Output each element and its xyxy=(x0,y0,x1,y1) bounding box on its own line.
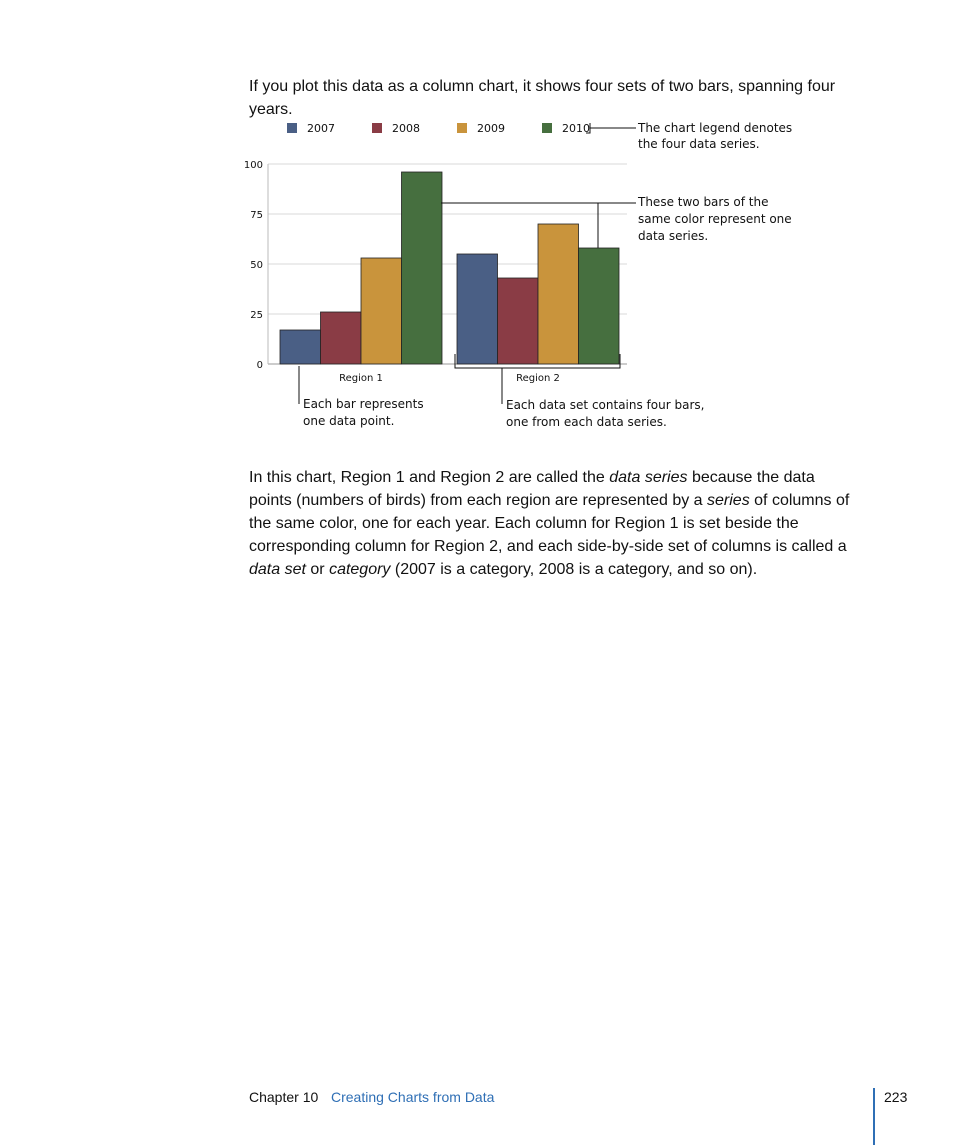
y-tick-label-25: 25 xyxy=(250,310,263,321)
x-category-label-1: Region 1 xyxy=(339,373,383,384)
bar-region-1-2010 xyxy=(402,172,443,364)
y-tick-label-50: 50 xyxy=(250,260,263,271)
legend-note-line-2: the four data series. xyxy=(638,137,760,151)
body-text-4: or xyxy=(305,561,330,578)
y-tick-label-0: 0 xyxy=(256,360,263,371)
intro-paragraph: If you plot this data as a column chart, it shows four sets of two bars, spanning four years. xyxy=(249,78,836,118)
column-chart xyxy=(0,0,954,440)
term-data-series: data series xyxy=(609,469,688,486)
bar-region-2-2009 xyxy=(538,224,579,364)
term-series: series xyxy=(707,492,750,509)
body-text-5: (2007 is a category, 2008 is a category, and so on). xyxy=(390,561,758,578)
footer-chapter: Chapter 10 xyxy=(249,1089,319,1105)
legend-label-2009: 2009 xyxy=(477,122,505,135)
body-text-2: because the data points (numbers of birds) from each region are represented by a xyxy=(249,469,815,509)
legend-label-2010: 2010 xyxy=(562,122,590,135)
y-tick-label-75: 75 xyxy=(250,210,263,221)
bar-region-2-2008 xyxy=(498,278,539,364)
set-note-line-1: Each data set contains four bars, xyxy=(506,398,705,412)
legend-swatch-2007 xyxy=(287,123,297,133)
body-paragraph xyxy=(249,466,859,581)
chart-bars xyxy=(280,172,619,364)
y-tick-label-100: 100 xyxy=(243,160,263,171)
y-tick-labels xyxy=(244,160,263,371)
legend-label-2007: 2007 xyxy=(307,122,335,135)
x-category-labels xyxy=(339,373,560,384)
bar-region-1-2009 xyxy=(361,258,402,364)
point-note-line-1: Each bar represents xyxy=(303,397,424,411)
bar-region-2-2010 xyxy=(579,248,620,364)
legend-swatch-2008 xyxy=(372,123,382,133)
point-note-line-2: one data point. xyxy=(303,414,395,428)
x-category-label-2: Region 2 xyxy=(516,373,560,384)
series-note-line-3: data series. xyxy=(638,229,709,243)
bar-region-1-2007 xyxy=(280,330,321,364)
bar-region-2-2007 xyxy=(457,254,498,364)
series-note-line-2: same color represent one xyxy=(638,212,792,226)
body-text-1: In this chart, Region 1 and Region 2 are called the xyxy=(249,469,610,486)
footer-chapter-title-link[interactable]: Creating Charts from Data xyxy=(331,1089,495,1105)
chart-legend xyxy=(287,122,590,135)
body-text-3: of columns of the same color, one for each year. Each column for Region 1 is set beside the corresponding column for Region 2, and each side-by-side set of columns is called a xyxy=(249,492,850,555)
term-category: category xyxy=(329,561,391,578)
legend-swatch-2010 xyxy=(542,123,552,133)
footer-page-number: 223 xyxy=(884,1089,908,1105)
term-data-set: data set xyxy=(249,561,306,578)
legend-note-line-1: The chart legend denotes xyxy=(638,121,793,135)
set-note-line-2: one from each data series. xyxy=(506,415,667,429)
footer-divider xyxy=(873,1088,875,1145)
legend-swatch-2009 xyxy=(457,123,467,133)
bar-region-1-2008 xyxy=(321,312,362,364)
series-note-line-1: These two bars of the xyxy=(638,195,769,209)
legend-label-2008: 2008 xyxy=(392,122,420,135)
